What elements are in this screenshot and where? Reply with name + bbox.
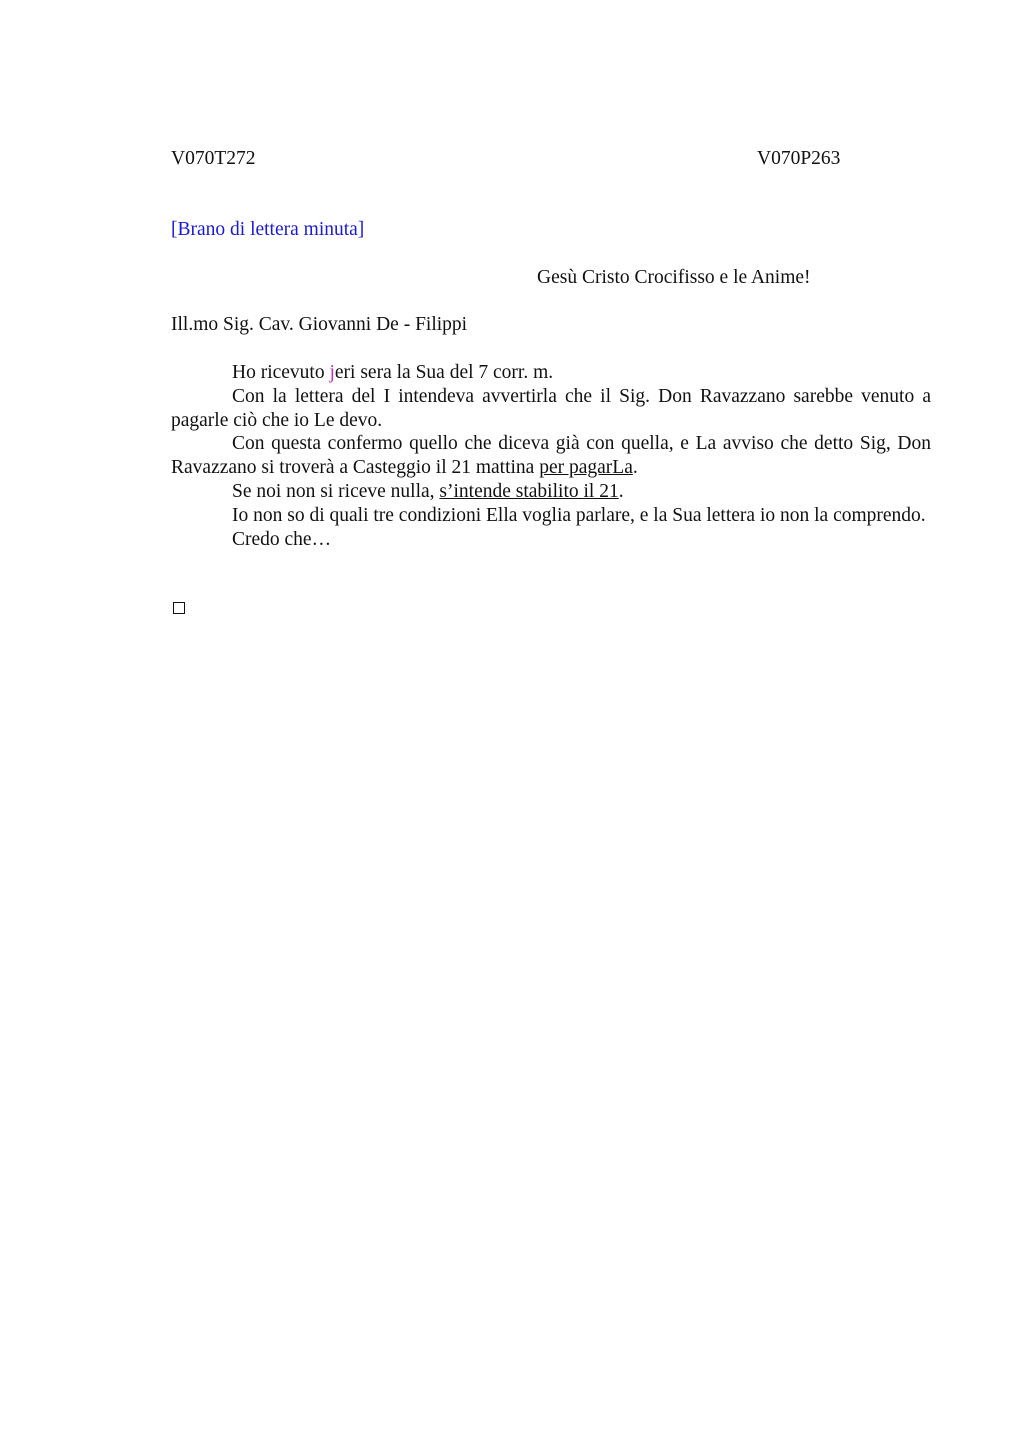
paragraph-4-underlined: s’intende stabilito il 21 bbox=[439, 480, 619, 502]
paragraph-1 bbox=[171, 361, 931, 385]
paragraph-6: Credo che… bbox=[232, 528, 332, 550]
paragraph-3-before: Con questa confermo quello che diceva già con quella, e La avviso che detto Sig, Don Ravazzano si troverà a Casteggio il 21 mattina bbox=[171, 433, 931, 479]
empty-square-icon bbox=[173, 602, 185, 614]
paragraph-1-before: Ho ricevuto bbox=[232, 362, 330, 383]
paragraph-4-before: Se noi non si riceve nulla, bbox=[232, 480, 440, 502]
paragraph-3 bbox=[171, 432, 931, 480]
paragraph-2: Con la lettera del I intendeva avvertirla che il Sig. Don Ravazzano sarebbe venuto a pagarle ciò che io Le devo. bbox=[171, 385, 931, 431]
paragraph-1-after: eri sera la Sua del 7 corr. m. bbox=[334, 362, 554, 383]
paragraph-4-after: . bbox=[618, 480, 624, 502]
document-code-left: V070T272 bbox=[171, 148, 256, 169]
invocation-line: Gesù Cristo Crocifisso e le Anime! bbox=[537, 267, 811, 288]
paragraph-5: Io non so di quali tre condizioni Ella voglia parlare, e la Sua lettera io non la comprendo. bbox=[232, 504, 926, 526]
document-code-right: V070P263 bbox=[757, 148, 841, 169]
recipient-line: Ill.mo Sig. Cav. Giovanni De - Filippi bbox=[171, 314, 468, 335]
paragraph-3-after: . bbox=[632, 457, 638, 479]
section-heading: [Brano di lettera minuta] bbox=[171, 219, 365, 240]
letter-body bbox=[171, 361, 931, 551]
paragraph-3-underlined: per pagarLa bbox=[539, 457, 633, 479]
paragraph-4 bbox=[171, 480, 931, 504]
paragraph-1-highlight: j bbox=[329, 362, 335, 383]
